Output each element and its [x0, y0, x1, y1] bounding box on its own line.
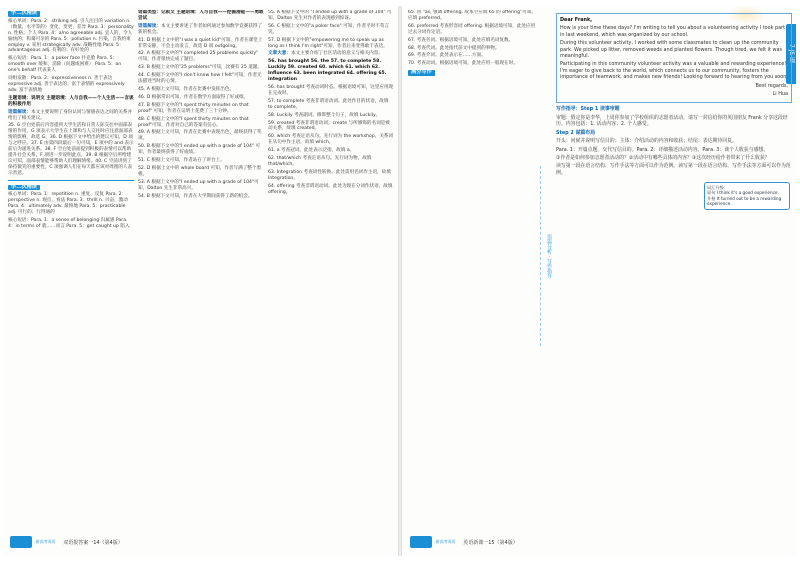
answer-explanations: 35. G 空白处前后内容提到大学生活和日常人际交往中面部表情的作用，G 项表示大学生在上课和与人交往时应注意面部表情的影响，故选 G。36. D 根据下文中给出的建议可知，D 项与之呼应。37. E 由第四段最后一句可知，E 项中的 and 表示前后为递进关系。38. F 空白处前面提到积极的表情可以帮助提升社会关系，F 项进一步说明此点。39. B 根据空后所给建议可知，面部表情能够帮助人们理解情绪。40. C 空前讲到了保持微笑的重要性，C 项强调人们在每天都应该对周围的人表示善意。: [8, 123, 134, 176]
answer-45: 45. A 根据上文可知，作者在比赛中发挥出色。: [138, 86, 235, 92]
answer-44: 44. C 根据下文中的"I don't know how I felt"可知，作者无法描述当时的心情。: [138, 73, 262, 85]
answer-55: 55. A 根据下文中的 "I ended up with a grade of 104" 可知，Dalton 先生对作者的表现感到惊讶。: [268, 10, 392, 21]
phrase-text: 核心短语：Para. 1：a poker face 扑克脸 Para. 5：smooth over 缓和，消除（问题或困难） Para. 5：on one's behalf 代表某人: [8, 56, 122, 74]
answer-68: 68. 考查代词。此处指代前文中提到的事物。: [408, 45, 500, 51]
answer-69: 69. 考查介词。此处表示在……方面。: [408, 53, 486, 59]
answer-41: 41. D 根据上文中的"I was a quiet kid"可知，作者在课堂上非常安静，不会主动发言，故选 D 项 outgoing。: [138, 37, 263, 49]
answer-53: 53. A 根据上文中的"I ended up with a grade of 104"可知，Dalton 先生非常高兴。: [138, 179, 259, 191]
answer-54: 54. B 根据下文可知，作者在大学期间获得了新的机会。: [138, 193, 253, 199]
sample-note: 读写第一段在语言结构、写作手法等方面可以作为范例。读写第一段在语言结构、写作手法等方面可以作为范例。: [556, 163, 791, 176]
type-label: 文章大意：: [268, 51, 291, 57]
answer-56: 56. C 根据上文中的"a poker face" 可知，作者平时不苟言笑。: [268, 23, 390, 35]
step2-text: 开头：问候并说明写信目的；主体：介绍活动的内容和收获；结尾：表达期待回复。: [556, 138, 737, 145]
writing-section-tag: 满分写作: [408, 70, 435, 76]
explain-63: 63. Integration 考查词性转换。此处需用名词作主语，故填 Integration。: [268, 169, 391, 181]
answer-47: 47. B 根据下文中的"I spent thirty minutes on that proof" 可知，作者在证明上花费了三十分钟。: [138, 102, 249, 114]
essay-closing: Best regards,: [755, 82, 788, 89]
essay-paragraph-2: During this volunteer activity, I worked with some classmates to clean up the community park. We picked up litter, removed weeds and planted flowers. Though tired, we felt it was meaningful.: [560, 40, 783, 60]
answer-51: 51. C 根据上文可知，作者站在了讲台上。: [138, 158, 225, 164]
summary-text: 本文主要说明了身份认同与情感表达之间的关系并给出了相关建议。: [8, 109, 133, 121]
explain-56: 56. has brought 考查动词时态。根据语境可知，这里应用现在完成时。: [268, 84, 394, 96]
page-number: 双语报答案一14（第4版）: [63, 539, 123, 546]
vocab-text-2: 核心单词：Para. 1：repetition n. 重复，反复 Para. 2：perspective n. 观点，看法 Para. 3：thrill n. 兴奋，激动 Para. 4：ultimately adv. 最终地 Para. 5：practicable adj. 可行的；行得通的: [8, 192, 128, 216]
answer-67: 67. 考查名词。根据语境可知，此处应填名词复数。: [408, 37, 514, 43]
left-page: [4, 6, 396, 556]
writing-guide-text: 审题：假定你是李华，上周你参加了学校组织的志愿者活动，请写一封信给你的英国朋友 Frank 分享这段经历。内容包括：1. 活动内容；2. 个人感受。: [556, 114, 788, 128]
section-tag: 学二次精读: [8, 11, 40, 17]
summary-label: 语篇解读：: [8, 109, 31, 115]
vertical-banner: 语篇分析 · 写作指导: [540, 166, 553, 346]
writing-guide-heading: 写作指导：Step 1 读事审题: [556, 106, 620, 113]
left-footer: [10, 536, 123, 552]
left-column-3: [268, 10, 394, 538]
logo-icon: [410, 536, 432, 548]
essay-paragraph-3: Participating in this community volunteer activity was a valuable and rewarding experience! I'm eager to give back to the world, which connects us to our community, fosters the importance of teamwork, and makes new friends! Looking forward to hearing from you soon.: [560, 61, 788, 81]
explain-59: 59. created 考查非谓语动词。create 与所修饰的名词是被动关系，故填 created。: [268, 120, 390, 132]
answer-57: 57. D 根据下文中的"empowering me to speak up as long as I think I'm right"可知，作者后来变得敢于表达。: [268, 37, 388, 49]
vocab-upgrade-note: 词汇升级： 原句 I think it's a good experience. 升格 It turned out to be a rewarding experience.: [704, 182, 790, 210]
side-tab: 7 JS 版: [786, 24, 796, 84]
logo-icon: [10, 536, 32, 548]
essay-box: [556, 13, 792, 103]
section-tag-2: 学二次精读: [8, 185, 40, 191]
explain-57: 57. to complete 考查非谓语动词。此处作目的状语，故填 to complete。: [268, 98, 389, 110]
step2-heading: Step 2 谋篇布局: [556, 129, 596, 136]
explain-62: 62. that/which 考查定语从句。先行词为物，故填 that/which。: [268, 156, 372, 167]
explain-64: 64. offering 考查非谓语动词。此处为现在分词作状语，故填 offering。: [268, 183, 393, 195]
essay-salutation: Dear Frank,: [560, 17, 593, 23]
explain-58: 58. Luckily 考查副词。修饰整个句子，故填 Luckily。: [268, 112, 381, 118]
summary-label-2: 语篇解读：: [138, 23, 161, 29]
answer-42: 42. A 根据下文中的"I completed 25 problems quickly" 可知，作者很快完成了题目。: [138, 51, 259, 63]
type-text: 本文主要介绍了社区活动的意义与相关内容。: [290, 51, 383, 57]
right-column-1: [408, 10, 536, 538]
answer-70: 70. 考查动词。根据语境可知，此处应用一般现在时。: [408, 61, 518, 67]
answer-46: 46. D 根据常识可知，作者在数学方面取得了好成绩。: [138, 94, 249, 100]
right-column-essay: [556, 10, 792, 538]
vocab-tip: 词组发散：Para. 2：expressiveness n. 善于表达 expressive adj. 善于表达的；富于表情的 expressively adv. 富于表情地: [8, 76, 125, 93]
essay-paragraph-1: How is your time these days? I'm writing to tell you about a volunteering activity I took part in last weekend, which was organized by our school.: [560, 25, 786, 38]
logo-text: 新高考英语: [435, 539, 456, 544]
answer-49: 49. A 根据上文可知，作者在比赛中表现出色，最终获得了奖项。: [138, 130, 262, 142]
phrase-text-2: 核心短语：Para. 1：a sense of belonging 归属感 Para. 4：in terms of 就……而言 Para. 5：get caught up 陷入: [8, 218, 130, 229]
grammar-answers: 56. has brought 56. the 57. to complete 58. Luckily 59. created 60. which 61. which 62. Influence 63. been integrated 64. offering 65. integration: [268, 59, 387, 83]
right-page: [404, 6, 796, 556]
left-column-1: [8, 10, 134, 538]
answer-43: 43. B 根据上文中的"25 problems"可知，比赛有 25 道题。: [138, 65, 262, 71]
paragraph-tips: Para. 1：开篇点题，交代写信目的。Para. 2：详细描述活动内容。Para. 3：谈个人收获与感想。: [556, 146, 769, 153]
vocab-text: 核心单词：Para. 2：striking adj. 引人注目的 variation n. （数量、水平等的）变化，变更，差异 Para. 3：personality n. 性格；个人 Para. 4：a/no agreeable adj. 宜人的，令人愉快的；和蔼可亲的 Para. 5：pollution n. 污染，自我约束 employ v. 采用 strategically adv. 战略性地 Para. 5：advantageous adj. 有利的；有好处的: [8, 18, 134, 54]
passage-heading: 语篇类型：记叙文 主题语境：人与自我——挖掘潜能——勇敢尝试: [138, 10, 264, 21]
structure-tip: 主题语境：说明文 主题语境：人与自我——个人生活——言谈的积极作用: [8, 95, 134, 107]
left-column-2: [138, 10, 264, 538]
answer-52: 52. D 根据上文中的 whole board 可知，作者写满了整个黑板。: [138, 165, 262, 177]
book-gutter: [398, 6, 402, 556]
divider: [8, 180, 134, 181]
answer-65: 65. 由 "as, 强调 offering, 故本空应填 65 的 offering"可知，应填 preferred。: [408, 10, 536, 21]
explain-60: 60. which 考查定语从句。先行词为 the workshop，关系词在从句中作主语，故填 which。: [268, 134, 394, 146]
answer-66: 66. preferred 考查形容词 offering. 根据语境可知，此处应用过去分词作定语。: [408, 23, 536, 35]
explain-61: 61. a 考查冠词。此处表示泛指，故填 a。: [268, 148, 355, 154]
page-number: 英语新课一15（第4版）: [463, 539, 518, 546]
logo-text: 新高考英语: [35, 539, 56, 544]
summary-text-2: 本文主要讲述了作者如何通过参加数学竞赛获得了新的机会。: [138, 23, 263, 35]
right-footer: [410, 536, 518, 552]
essay-signature: Li Hua: [772, 91, 788, 98]
question-tips: ①作者是如何参加志愿者活动的？②活动中有哪些具体的内容？③这次经历给作者带来了什么收获？: [556, 154, 770, 161]
answer-50: 50. B 根据下文中的"I ended up with a grade of 104" 可知，作者最终获得了好成绩。: [138, 144, 261, 156]
answer-48: 48. C 根据上文中的"I spent thirty minutes on that proof"可知，作者对自己的答案有信心。: [138, 116, 249, 128]
